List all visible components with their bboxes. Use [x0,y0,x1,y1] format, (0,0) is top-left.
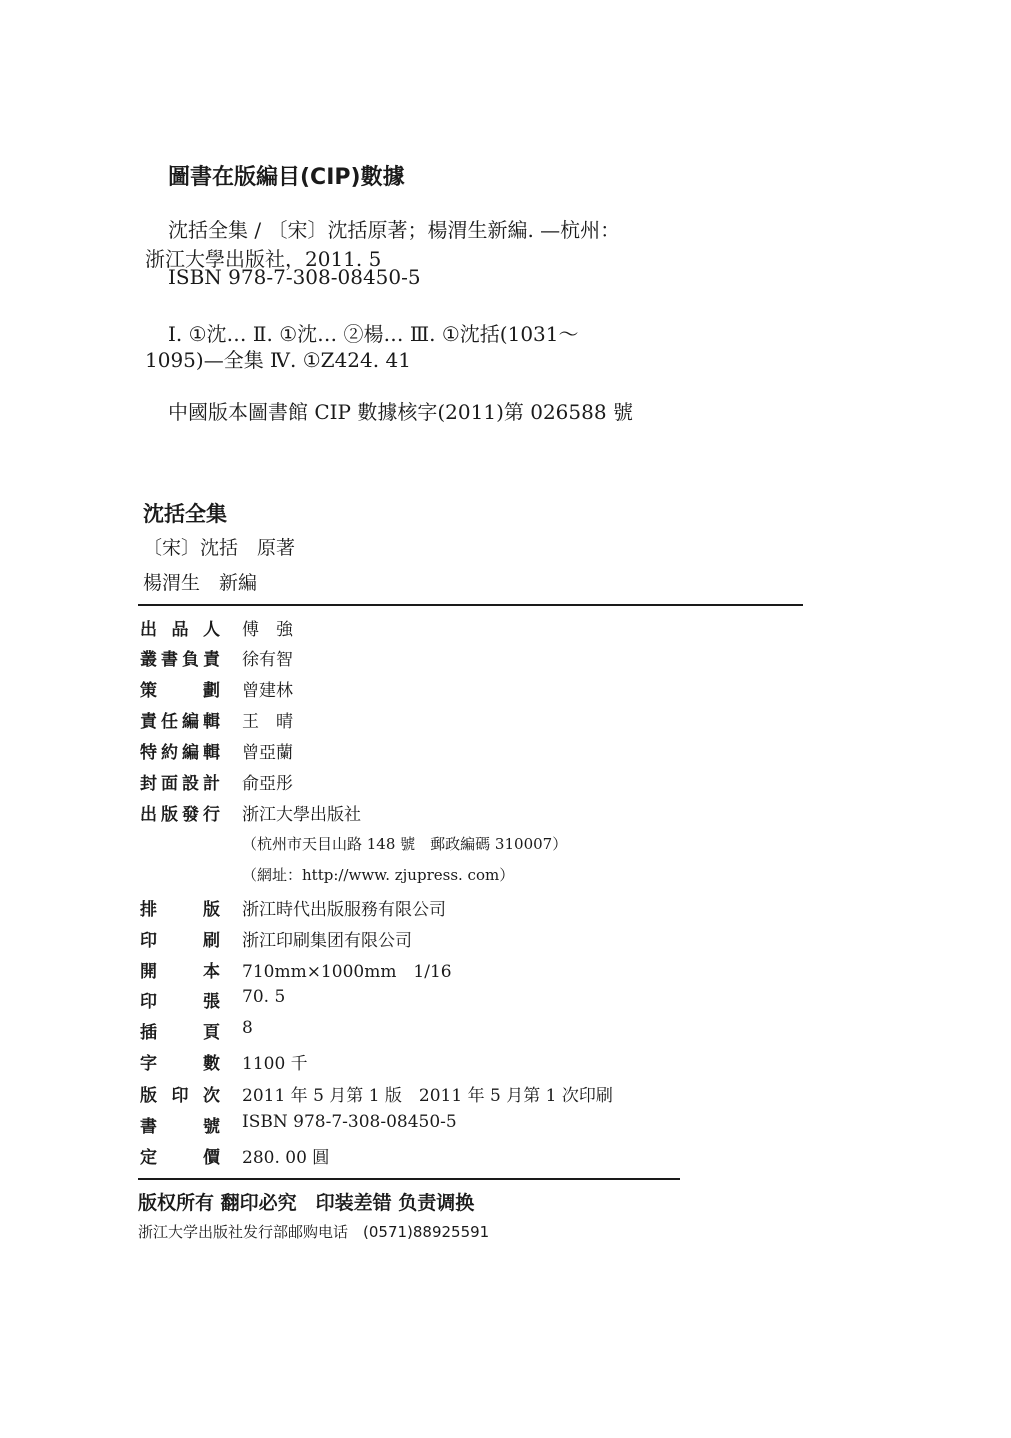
imprint-value: 1100 千 [242,1054,308,1074]
book-editor: 楊渭生 新編 [143,572,258,594]
imprint-label [140,957,220,982]
rights-notice: 版权所有 翻印必究 印装差错 负责调换 [138,1192,475,1214]
imprint-label-char: 頁 [203,1023,220,1043]
imprint-label-char: 排 [140,900,157,920]
imprint-label-char: 行 [203,805,220,825]
imprint-label-char: 數 [203,1054,220,1074]
imprint-value: （網址：http://www. zjupress. com） [242,866,515,884]
imprint-label [140,1049,220,1074]
imprint-label-char: 出 [140,620,157,640]
imprint-label-char: 價 [203,1148,220,1168]
imprint-label-char: 封 [140,774,157,794]
cip-heading: 圖書在版編目(CIP)數據 [168,165,405,190]
imprint-value: 曾建林 [242,681,293,701]
imprint-label-char: 約 [161,743,178,763]
imprint-label-char: 計 [203,774,220,794]
imprint-label [140,676,220,701]
imprint-value: 徐有智 [242,650,293,670]
book-title: 沈括全集 [143,502,227,526]
bottom-divider [138,1178,680,1180]
imprint-label-char: 定 [140,1148,157,1168]
imprint-value: 280. 00 圓 [242,1148,330,1168]
cip-line-3: ISBN 978-7-308-08450-5 [168,265,421,289]
imprint-value: 浙江大學出版社 [242,805,361,825]
imprint-label-char: 書 [140,1117,157,1137]
imprint-value: 710mm×1000mm 1/16 [242,962,452,982]
imprint-label-char: 面 [161,774,178,794]
imprint-label-char: 張 [203,992,220,1012]
cip-line-5: 1095)—全集 Ⅳ. ①Z424. 41 [145,348,411,372]
imprint-value: 8 [242,1018,253,1038]
imprint-value: 俞亞彤 [242,774,293,794]
imprint-label-char: 任 [161,712,178,732]
imprint-value: ISBN 978-7-308-08450-5 [242,1112,457,1132]
imprint-label-char: 叢 [140,650,157,670]
imprint-label [140,800,220,825]
imprint-label-char: 特 [140,743,157,763]
imprint-label [140,615,220,640]
imprint-label-char: 輯 [203,743,220,763]
imprint-label-char: 設 [182,774,199,794]
imprint-label-char: 次 [203,1086,220,1106]
imprint-label-char: 印 [171,1086,189,1106]
imprint-label-char: 編 [182,712,199,732]
imprint-label-char: 發 [182,805,199,825]
imprint-label [140,769,220,794]
imprint-value: （杭州市天目山路 148 號 郵政編碼 310007） [242,835,568,853]
imprint-label [140,1018,220,1043]
imprint-label [140,707,220,732]
imprint-label-char: 本 [203,962,220,982]
imprint-value: 浙江時代出版服務有限公司 [242,900,446,920]
imprint-label-char: 書 [161,650,178,670]
cip-line-1: 沈括全集 / 〔宋〕沈括原著；楊渭生新編. —杭州： [168,218,621,242]
cip-line-6: 中國版本圖書館 CIP 數據核字(2011)第 026588 號 [168,400,633,424]
imprint-label [140,926,220,951]
imprint-label-char: 負 [182,650,199,670]
mail-order-contact: 浙江大学出版社发行部邮购电话 (0571)88925591 [138,1223,490,1241]
imprint-label [140,738,220,763]
book-author: 〔宋〕沈括 原著 [143,537,296,559]
imprint-label [140,645,220,670]
imprint-label-char: 輯 [203,712,220,732]
imprint-label-char: 責 [140,712,157,732]
imprint-value: 傅 強 [242,620,293,640]
imprint-label-char: 出 [140,805,157,825]
imprint-label-char: 策 [140,681,157,701]
imprint-label-char: 印 [140,931,157,951]
imprint-label-char: 責 [203,650,220,670]
imprint-value: 王 晴 [242,712,293,732]
imprint-label [140,1112,220,1137]
imprint-label-char: 劃 [203,681,220,701]
imprint-label-char: 號 [203,1117,220,1137]
imprint-label-char: 插 [140,1023,157,1043]
imprint-value: 70. 5 [242,987,286,1007]
cip-line-2: 浙江大學出版社，2011. 5 [145,247,382,271]
imprint-label-char: 版 [140,1086,157,1106]
cip-line-4: Ⅰ. ①沈… Ⅱ. ①沈… ②楊… Ⅲ. ①沈括(1031～ [168,322,579,346]
imprint-value: 曾亞蘭 [242,743,293,763]
imprint-label [140,987,220,1012]
imprint-label-char: 刷 [203,931,220,951]
top-divider [138,604,803,606]
imprint-label-char: 版 [203,900,220,920]
imprint-label [140,1081,220,1106]
imprint-label-char: 人 [203,620,220,640]
imprint-label [140,1143,220,1168]
imprint-label-char: 品 [171,620,189,640]
imprint-label-char: 印 [140,992,157,1012]
imprint-label-char: 字 [140,1054,157,1074]
imprint-label-char: 開 [140,962,157,982]
imprint-label-char: 編 [182,743,199,763]
imprint-label-char: 版 [161,805,178,825]
imprint-value: 2011 年 5 月第 1 版 2011 年 5 月第 1 次印刷 [242,1086,613,1106]
imprint-label [140,895,220,920]
imprint-value: 浙江印刷集团有限公司 [242,931,412,951]
